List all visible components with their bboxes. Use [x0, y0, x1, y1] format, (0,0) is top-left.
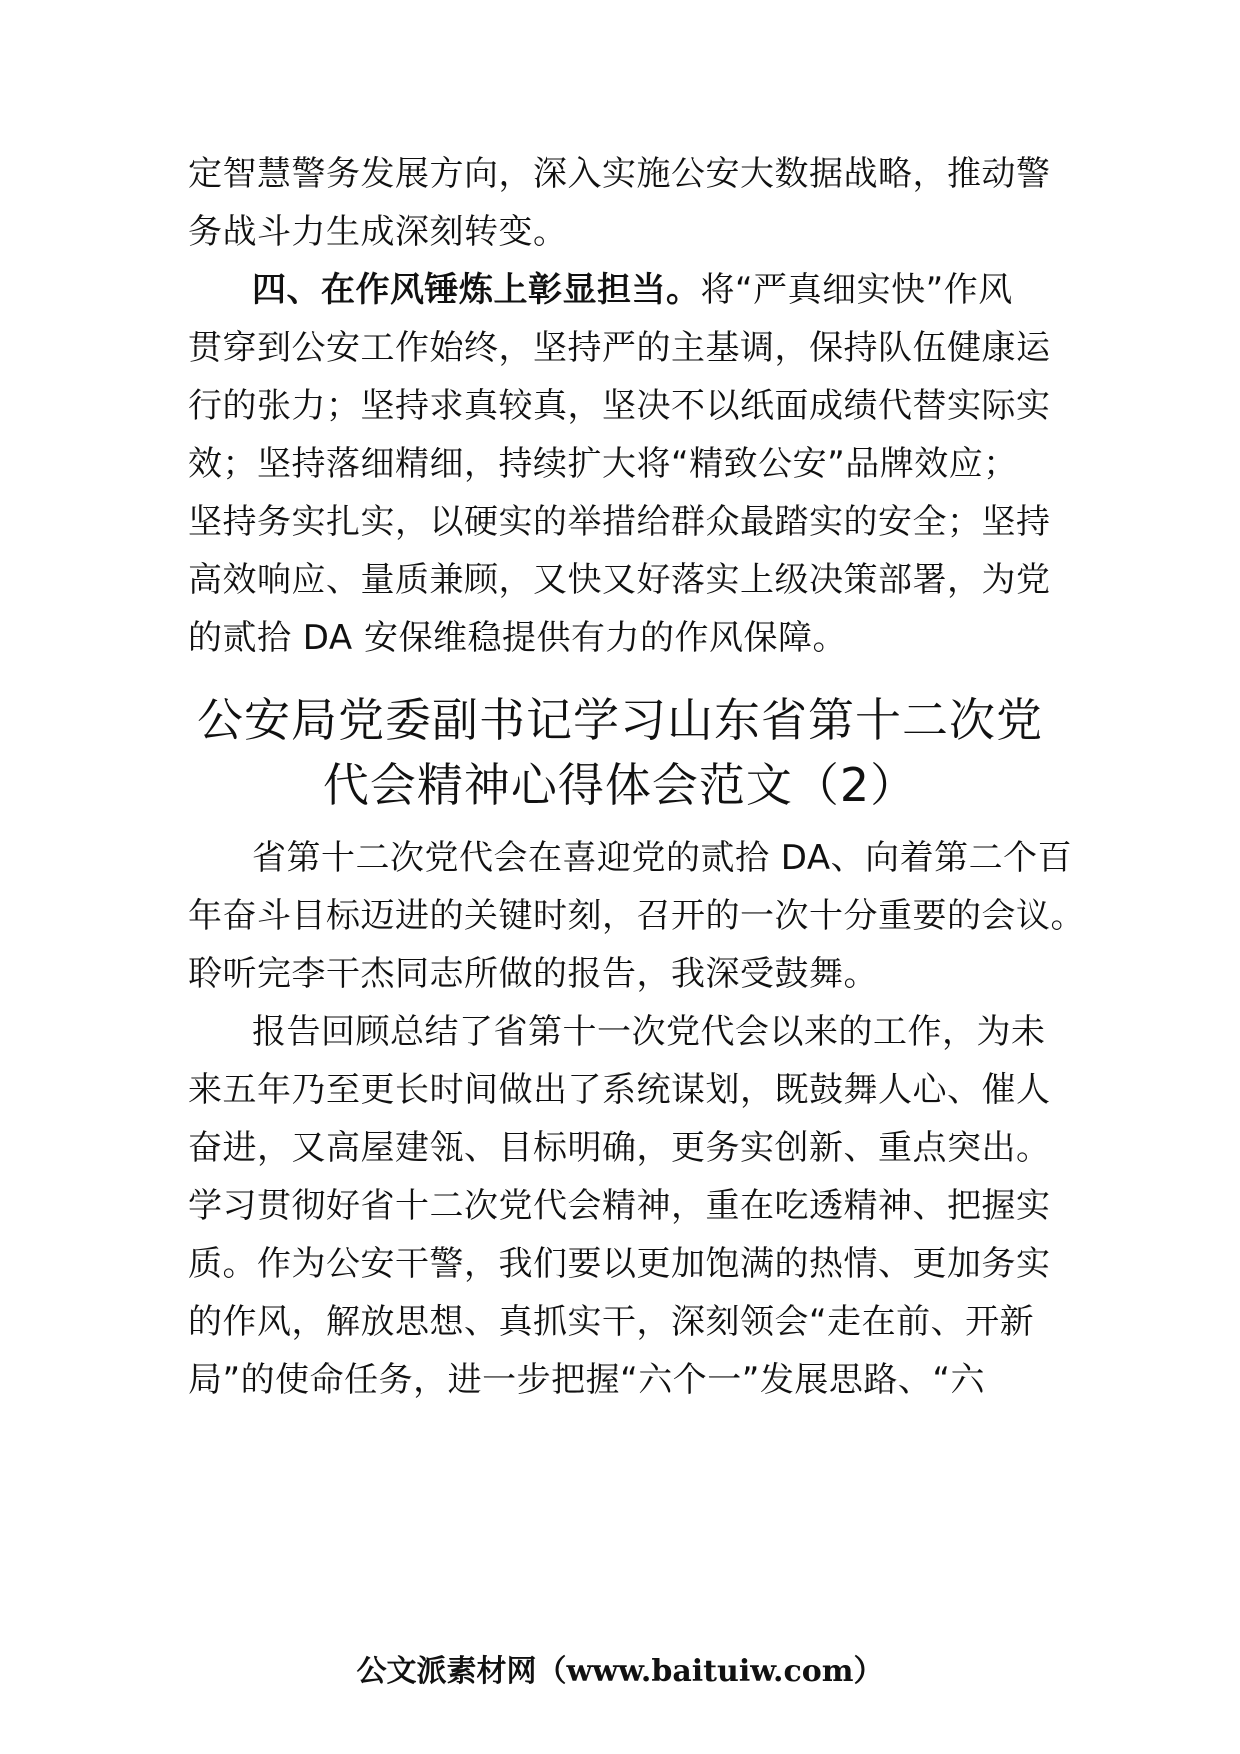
- section-heading-line: [252, 268, 1240, 312]
- body-line: 局”的使命任务，进一步把握“六个一”发展思路、“六: [188, 1360, 985, 1400]
- section-heading: 四、在作风锤炼上彰显担当。: [252, 270, 701, 310]
- body-line: 行的张力；坚持求真较真，坚决不以纸面成绩代替实际实: [188, 386, 1051, 426]
- body-line: 务战斗力生成深刻转变。: [188, 212, 568, 252]
- body-line: 报告回顾总结了省第十一次党代会以来的工作，为未: [252, 1012, 1046, 1052]
- body-line: 贯穿到公安工作始终，坚持严的主基调，保持队伍健康运: [188, 328, 1051, 368]
- article-title-line-1: 公安局党委副书记学习山东省第十二次党: [197, 693, 1043, 747]
- page-footer: 公文派素材网（www.baituiw.com）: [356, 1654, 884, 1689]
- article-title-line-2: 代会精神心得体会范文（2）: [322, 758, 918, 812]
- body-line: 高效响应、量质兼顾，又快又好落实上级决策部署，为党: [188, 560, 1051, 600]
- body-line: 质。作为公安干警，我们要以更加饱满的热情、更加务实: [188, 1244, 1051, 1284]
- body-line: 年奋斗目标迈进的关键时刻，召开的一次十分重要的会议。: [188, 896, 1085, 936]
- body-line: 的作风，解放思想、真抓实干，深刻领会“走在前、开新: [188, 1302, 1035, 1342]
- body-line: 效；坚持落细精细，持续扩大将“精致公安”品牌效应；: [188, 444, 1018, 484]
- body-text: 将“严真细实快”作风: [700, 270, 1013, 310]
- body-line: 奋进，又高屋建瓴、目标明确，更务实创新、重点突出。: [188, 1128, 1051, 1168]
- body-line: 坚持务实扎实，以硬实的举措给群众最踏实的安全；坚持: [188, 502, 1051, 542]
- body-line: 聆听完李干杰同志所做的报告，我深受鼓舞。: [188, 954, 878, 994]
- body-line: 省第十二次党代会在喜迎党的贰拾 DA、向着第二个百: [252, 838, 1073, 878]
- body-line: 定智慧警务发展方向，深入实施公安大数据战略，推动警: [188, 154, 1051, 194]
- body-line: 来五年乃至更长时间做出了系统谋划，既鼓舞人心、催人: [188, 1070, 1051, 1110]
- body-line: 学习贯彻好省十二次党代会精神，重在吃透精神、把握实: [188, 1186, 1051, 1226]
- body-line: 的贰拾 DA 安保维稳提供有力的作风保障。: [188, 618, 847, 658]
